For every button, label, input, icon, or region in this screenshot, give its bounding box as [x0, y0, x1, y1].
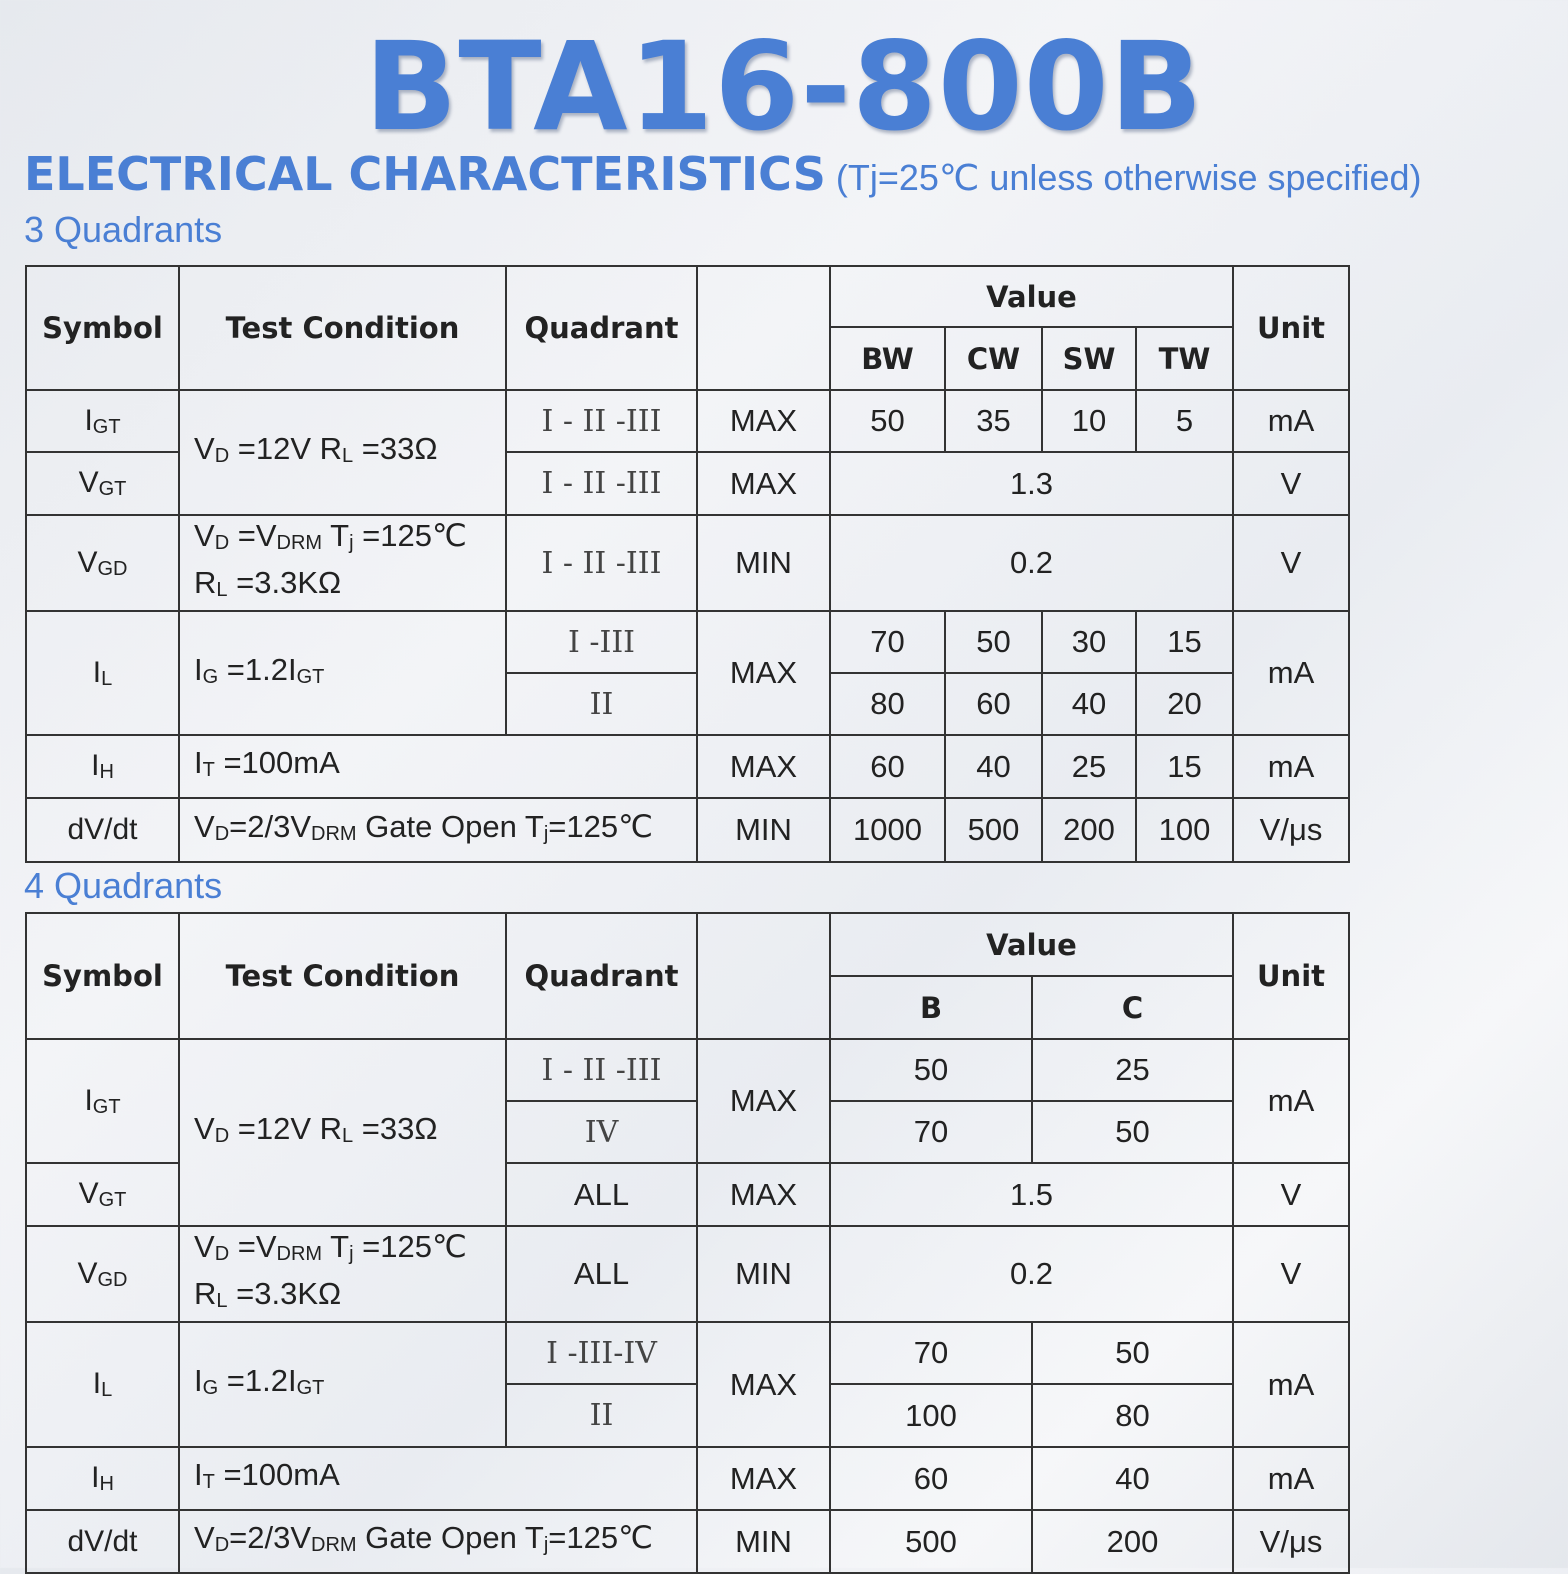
value-cell: 15: [1136, 735, 1233, 798]
condition-dv: $V_D=2/3V_{DRM}$ Gate Open $T_j=125℃$: [179, 798, 697, 862]
value-cell: 40: [945, 735, 1042, 798]
value-cell: 60: [830, 735, 945, 798]
table-row: [26, 611, 1349, 673]
value-cell: 20: [1136, 673, 1233, 735]
limit-cell: MAX: [697, 1447, 830, 1510]
condition-vdrm: $V_D =V_{DRM}$ $T_j$ =125℃ $R_L =3.3K\Omega$: [179, 1226, 506, 1322]
heading-sub: (Tj=25℃ unless otherwise specified): [835, 157, 1422, 198]
unit-cell: V: [1233, 1226, 1349, 1322]
label-4-quadrants: 4 Quadrants: [24, 865, 223, 906]
header-quadrant: Quadrant: [506, 913, 697, 1039]
unit-cell: V: [1233, 1163, 1349, 1226]
table-row: [26, 390, 1349, 452]
quadrant-cell: I - II -III: [506, 1039, 697, 1101]
unit-cell: V: [1233, 452, 1349, 515]
value-cell: 200: [1042, 798, 1136, 862]
value-cell: 500: [945, 798, 1042, 862]
value-cell: 15: [1136, 611, 1233, 673]
header-symbol: Symbol: [26, 266, 179, 390]
limit-cell: MAX: [697, 1163, 830, 1226]
value-cell: 70: [830, 1322, 1032, 1384]
value-cell: 50: [1032, 1101, 1233, 1163]
value-cell: 25: [1032, 1039, 1233, 1101]
value-cell: 40: [1032, 1447, 1233, 1510]
header-row: [26, 266, 1349, 327]
table-row: [26, 515, 1349, 611]
quadrant-cell: II: [506, 673, 697, 735]
grade-header: TW: [1136, 327, 1233, 390]
condition-it: $I_T =100mA$: [179, 735, 697, 798]
quadrant-cell: II: [506, 1384, 697, 1447]
unit-cell: V: [1233, 515, 1349, 611]
value-cell: 40: [1042, 673, 1136, 735]
value-cell: 100: [1136, 798, 1233, 862]
table-3-quadrants: [25, 265, 1350, 863]
limit-cell: MAX: [697, 1322, 830, 1447]
value-cell: 50: [830, 390, 945, 452]
unit-cell: V/μs: [1233, 798, 1349, 862]
value-cell: 5: [1136, 390, 1233, 452]
table-row: [26, 1447, 1349, 1510]
quadrant-cell: ALL: [506, 1226, 697, 1322]
value-cell: 25: [1042, 735, 1136, 798]
header-unit: Unit: [1233, 913, 1349, 1039]
unit-cell: mA: [1233, 735, 1349, 798]
unit-cell: mA: [1233, 1447, 1349, 1510]
limit-cell: MAX: [697, 1039, 830, 1163]
limit-cell: MAX: [697, 452, 830, 515]
limit-cell: MIN: [697, 515, 830, 611]
symbol-vgd: $V_{GD}$: [26, 515, 179, 611]
limit-cell: MAX: [697, 611, 830, 735]
header-symbol: Symbol: [26, 913, 179, 1039]
value-cell: 70: [830, 1101, 1032, 1163]
value-cell: 50: [1032, 1322, 1233, 1384]
symbol-vgt: $V_{GT}$: [26, 452, 179, 515]
grade-header: CW: [945, 327, 1042, 390]
limit-cell: MIN: [697, 1226, 830, 1322]
quadrant-cell: I - II -III: [506, 515, 697, 611]
header-limit: [697, 913, 830, 1039]
symbol-ih: $I_H$: [26, 735, 179, 798]
header-condition: Test Condition: [179, 266, 506, 390]
value-cell: 1.5: [830, 1163, 1233, 1226]
table-row: [26, 735, 1349, 798]
unit-cell: mA: [1233, 390, 1349, 452]
symbol-igt: $I_{GT}$: [26, 390, 179, 452]
value-cell: 0.2: [830, 515, 1233, 611]
value-cell: 70: [830, 611, 945, 673]
product-title: BTA16-800B: [364, 16, 1204, 158]
unit-cell: mA: [1233, 611, 1349, 735]
heading-main: ELECTRICAL CHARACTERISTICS: [24, 147, 826, 201]
table-row: [26, 1322, 1349, 1384]
value-cell: 60: [945, 673, 1042, 735]
limit-cell: MIN: [697, 1510, 830, 1573]
symbol-igt: $I_{GT}$: [26, 1039, 179, 1163]
table-4-quadrants: [25, 912, 1350, 1574]
value-cell: 1000: [830, 798, 945, 862]
quadrant-cell: I -III: [506, 611, 697, 673]
condition-it: $I_T =100mA$: [179, 1447, 697, 1510]
header-quadrant: Quadrant: [506, 266, 697, 390]
grade-header: B: [830, 976, 1032, 1039]
table-row: [26, 1039, 1349, 1101]
header-condition: Test Condition: [179, 913, 506, 1039]
value-cell: 80: [830, 673, 945, 735]
limit-cell: MAX: [697, 390, 830, 452]
limit-cell: MIN: [697, 798, 830, 862]
value-cell: 0.2: [830, 1226, 1233, 1322]
quadrant-cell: ALL: [506, 1163, 697, 1226]
grade-header: SW: [1042, 327, 1136, 390]
header-unit: Unit: [1233, 266, 1349, 390]
symbol-dvdt: dV/dt: [26, 798, 179, 862]
header-value: Value: [830, 266, 1233, 327]
label-3-quadrants: 3 Quadrants: [24, 209, 223, 250]
header-row: [26, 913, 1349, 976]
value-cell: 30: [1042, 611, 1136, 673]
value-cell: 35: [945, 390, 1042, 452]
symbol-vgd: $V_{GD}$: [26, 1226, 179, 1322]
unit-cell: mA: [1233, 1322, 1349, 1447]
value-cell: 100: [830, 1384, 1032, 1447]
limit-cell: MAX: [697, 735, 830, 798]
table-row: [26, 1510, 1349, 1573]
condition-dv: $V_D=2/3V_{DRM}$ Gate Open $T_j=125℃$: [179, 1510, 697, 1573]
grade-header: C: [1032, 976, 1233, 1039]
symbol-il: $I_L$: [26, 611, 179, 735]
value-cell: 10: [1042, 390, 1136, 452]
grade-header: BW: [830, 327, 945, 390]
condition-vd: $V_D =12V$ $R_L =33\Omega$: [179, 1039, 506, 1226]
symbol-dvdt: dV/dt: [26, 1510, 179, 1573]
symbol-ih: $I_H$: [26, 1447, 179, 1510]
unit-cell: mA: [1233, 1039, 1349, 1163]
quadrant-cell: I - II -III: [506, 452, 697, 515]
condition-ig: $I_G =1.2I_{GT}$: [179, 1322, 506, 1447]
unit-cell: V/μs: [1233, 1510, 1349, 1573]
quadrant-cell: IV: [506, 1101, 697, 1163]
quadrant-cell: I - II -III: [506, 390, 697, 452]
value-cell: 500: [830, 1510, 1032, 1573]
condition-vdrm: $V_D =V_{DRM}$ $T_j$ =125℃ $R_L =3.3K\Omega$: [179, 515, 506, 611]
condition-ig: $I_G =1.2I_{GT}$: [179, 611, 506, 735]
table-row: [26, 798, 1349, 862]
header-limit: [697, 266, 830, 390]
condition-vd: $V_D =12V$ $R_L =33\Omega$: [179, 390, 506, 515]
value-cell: 50: [830, 1039, 1032, 1101]
value-cell: 60: [830, 1447, 1032, 1510]
value-cell: 80: [1032, 1384, 1233, 1447]
quadrant-cell: I -III-IV: [506, 1322, 697, 1384]
section-heading: [24, 146, 1422, 214]
symbol-vgt: $V_{GT}$: [26, 1163, 179, 1226]
value-cell: 50: [945, 611, 1042, 673]
table-row: [26, 1226, 1349, 1322]
value-cell: 200: [1032, 1510, 1233, 1573]
header-value: Value: [830, 913, 1233, 976]
symbol-il: $I_L$: [26, 1322, 179, 1447]
value-cell: 1.3: [830, 452, 1233, 515]
